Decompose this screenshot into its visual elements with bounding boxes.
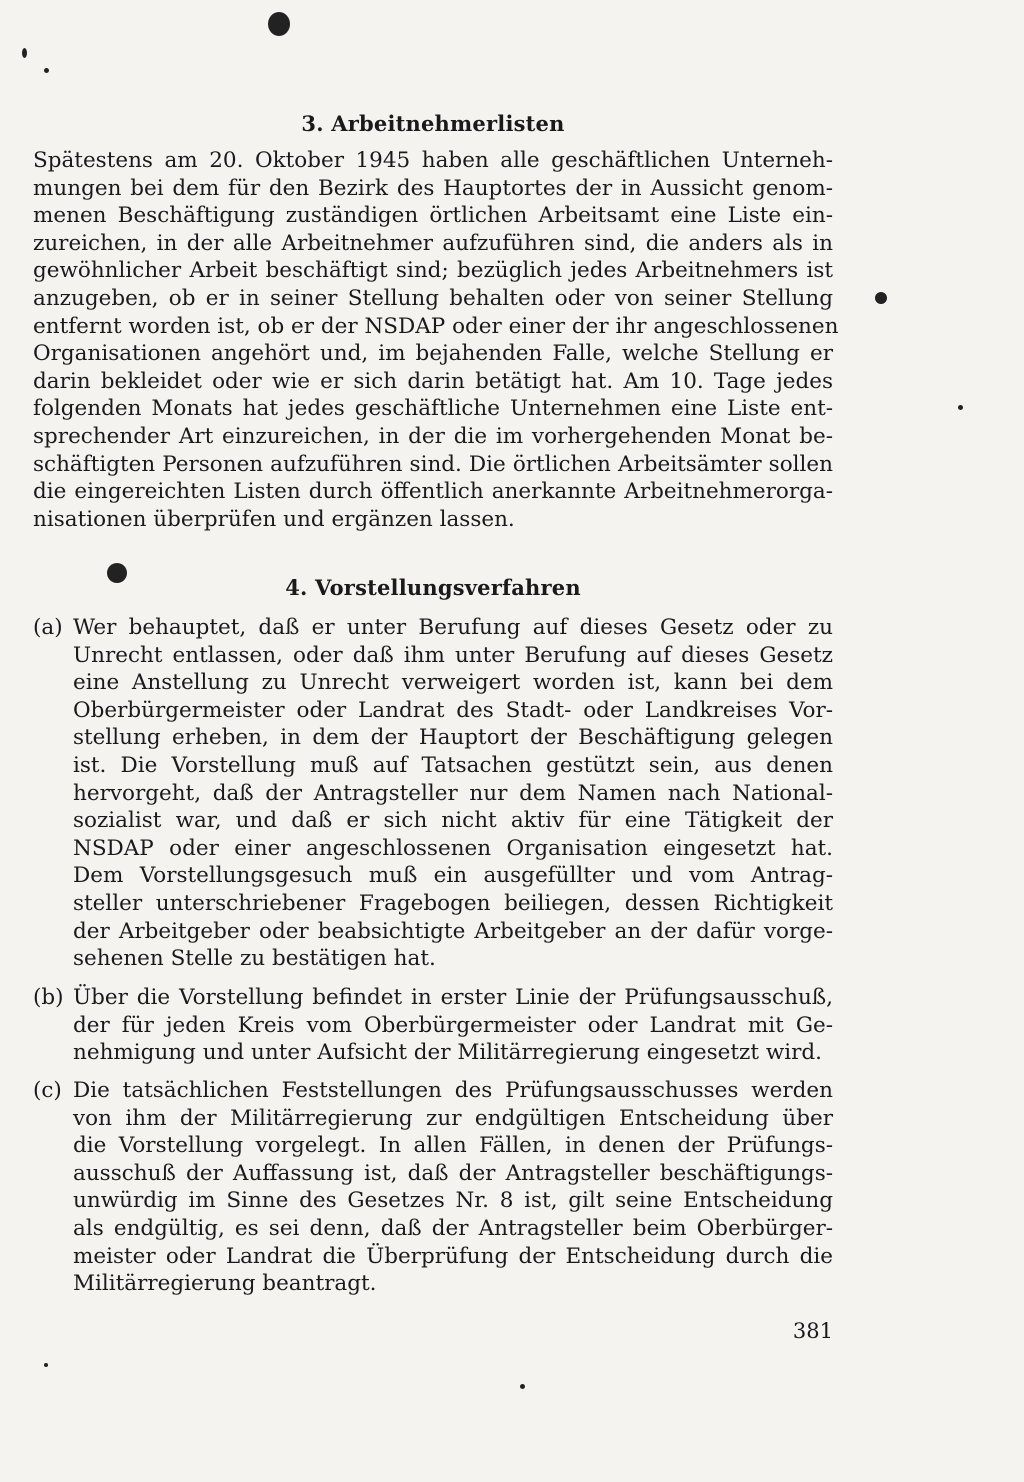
text-line: ausschuß der Auffassung ist, daß der Antragsteller beschäftigungs- (73, 1160, 833, 1186)
item-label: (a) (33, 615, 63, 640)
text-line: sehenen Stelle zu bestätigen hat. (73, 946, 436, 972)
text-line: eine Anstellung zu Unrecht verweigert worden ist, kann bei dem (73, 670, 833, 696)
text-line: folgenden Monats hat jedes geschäftliche Unternehmen eine Liste ent- (33, 396, 833, 422)
text-line: nisationen überprüfen und ergänzen lassen. (33, 506, 515, 532)
ink-speck (875, 292, 887, 304)
text-line: Die tatsächlichen Feststellungen des Prüfungsausschusses werden (73, 1078, 833, 1103)
text-line: Militärregierung beantragt. (73, 1271, 377, 1297)
text-line: als endgültig, es sei denn, daß der Antragsteller beim Oberbürger- (73, 1215, 833, 1241)
ink-speck (520, 1384, 525, 1389)
ink-speck (44, 68, 49, 73)
text-line: entfernt worden ist, ob er der NSDAP oder einer der ihr angeschlossenen (33, 313, 839, 339)
text-line: anzugeben, ob er in seiner Stellung behalten oder von seiner Stellung (33, 285, 833, 311)
item-body (73, 984, 833, 1067)
text-line: NSDAP oder einer angeschlossenen Organisation eingesetzt hat. (73, 835, 833, 861)
text-line: gewöhnlicher Arbeit beschäftigt sind; bezüglich jedes Arbeitnehmers ist (33, 258, 833, 284)
section-3-heading: 3. Arbeitnehmerlisten (301, 111, 565, 136)
text-line: Wer behauptet, daß er unter Berufung auf dieses Gesetz oder zu (73, 615, 833, 640)
section-3-paragraph (33, 147, 839, 533)
text-line: menen Beschäftigung zuständigen örtlichen Arbeitsamt eine Liste ein- (33, 203, 833, 229)
text-line: sprechender Art einzureichen, in der die im vorhergehenden Monat be- (33, 423, 833, 449)
item-label: (b) (33, 985, 64, 1010)
text-line: der Arbeitgeber oder beabsichtigte Arbeitgeber an der dafür vorge- (73, 918, 833, 944)
text-line: mungen bei dem für den Bezirk des Hauptortes der in Aussicht genom- (33, 175, 833, 201)
text-line: Spätestens am 20. Oktober 1945 haben alle geschäftlichen Unterneh- (33, 148, 833, 173)
text-line: ist. Die Vorstellung muß auf Tatsachen gestützt sein, aus denen (73, 752, 833, 778)
text-line: schäftigten Personen aufzuführen sind. Die örtlichen Arbeitsämter sollen (33, 451, 833, 477)
text-line: die Vorstellung vorgelegt. In allen Fällen, in denen der Prüfungs- (73, 1133, 833, 1159)
text-line: der für jeden Kreis vom Oberbürgermeister oder Landrat mit Ge- (73, 1012, 833, 1038)
text-line: hervorgeht, daß der Antragsteller nur dem Namen nach National- (73, 780, 833, 806)
item-body (73, 614, 833, 973)
ink-speck (268, 12, 290, 36)
item-label: (c) (33, 1078, 62, 1103)
item-body (73, 1077, 833, 1298)
ink-speck (44, 1363, 48, 1367)
text-line: die eingereichten Listen durch öffentlich anerkannte Arbeitnehmerorga- (33, 479, 833, 505)
text-line: darin bekleidet oder wie er sich darin betätigt hat. Am 10. Tage jedes (33, 368, 833, 394)
ink-speck (22, 48, 27, 58)
text-line: meister oder Landrat die Überprüfung der Entscheidung durch die (73, 1243, 833, 1269)
text-line: Organisationen angehört und, im bejahenden Falle, welche Stellung er (33, 341, 833, 367)
text-line: Unrecht entlassen, oder daß ihm unter Berufung auf dieses Gesetz (73, 642, 833, 668)
text-line: Über die Vorstellung befindet in erster Linie der Prüfungsausschuß, (73, 985, 833, 1010)
text-line: unwürdig im Sinne des Gesetzes Nr. 8 ist, gilt seine Entscheidung (73, 1188, 833, 1214)
text-line: sozialist war, und daß er sich nicht aktiv für eine Tätigkeit der (73, 808, 833, 834)
section-4-heading: 4. Vorstellungsverfahren (285, 575, 581, 600)
text-line: Oberbürgermeister oder Landrat des Stadt- oder Landkreises Vor- (73, 697, 833, 723)
text-line: stellung erheben, in dem der Hauptort der Beschäftigung gelegen (73, 725, 833, 751)
text-line: steller unterschriebener Fragebogen beiliegen, dessen Richtigkeit (73, 890, 833, 916)
page-number: 381 (792, 1319, 833, 1343)
text-line: Dem Vorstellungsgesuch muß ein ausgefüllter und vom Antrag- (73, 863, 833, 889)
ink-speck (958, 405, 963, 410)
text-line: zureichen, in der alle Arbeitnehmer aufzuführen sind, die anders als in (33, 230, 833, 256)
text-line: von ihm der Militärregierung zur endgültigen Entscheidung über (73, 1105, 833, 1131)
text-line: nehmigung und unter Aufsicht der Militärregierung eingesetzt wird. (73, 1040, 822, 1066)
